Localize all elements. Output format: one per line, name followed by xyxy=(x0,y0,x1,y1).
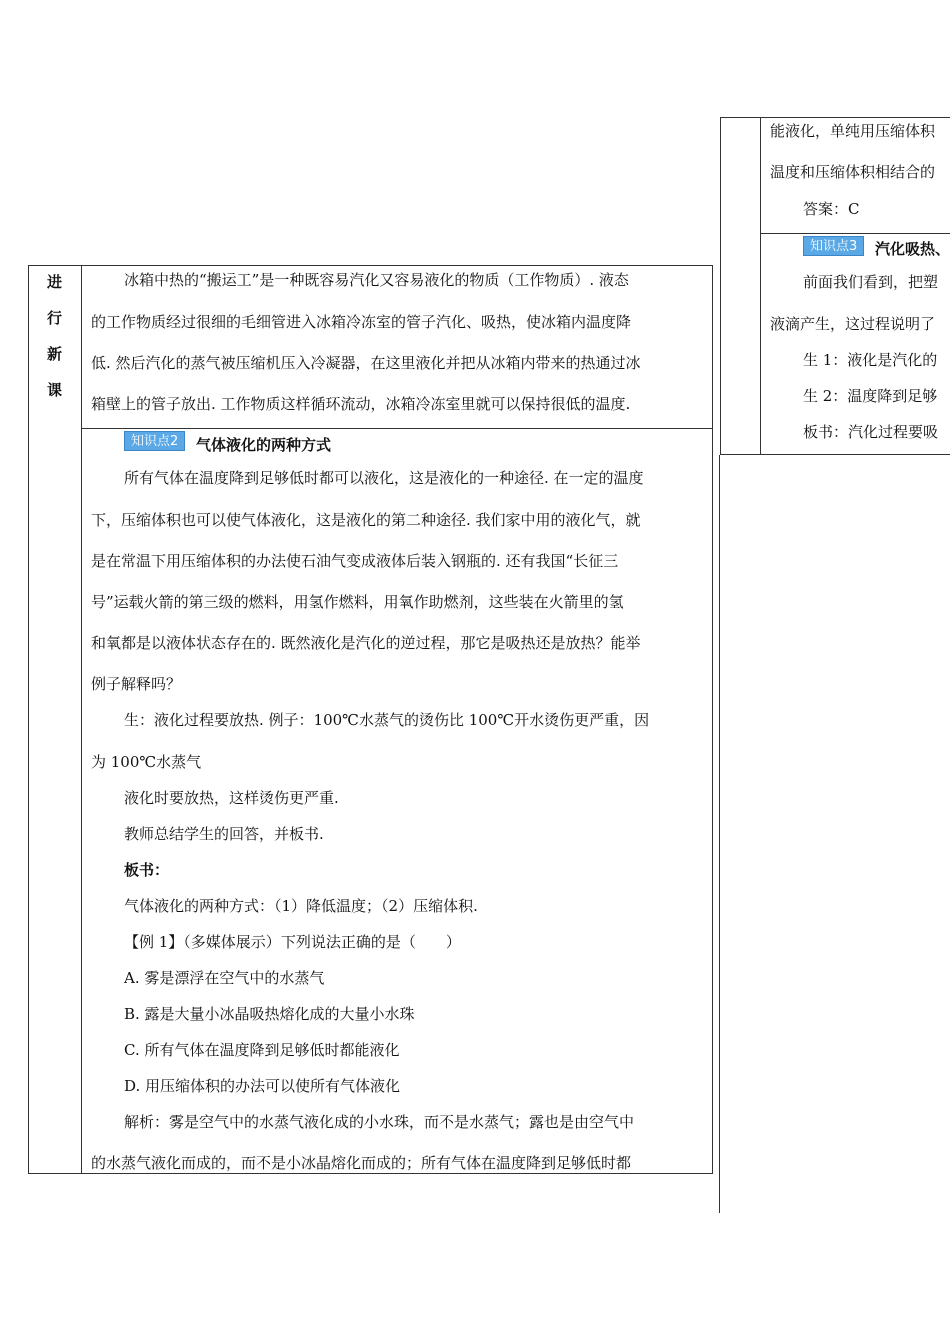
table-column-divider xyxy=(81,265,82,1174)
option-b: B. 露是大量小冰晶吸热熔化成的大量小水珠 xyxy=(124,1005,415,1023)
table-row-divider xyxy=(81,428,713,429)
body-line-5: 和氧都是以液体状态存在的. 既然液化是汽化的逆过程，那它是吸热还是放热？能举 xyxy=(91,634,641,652)
knowledge-point-2-title: 气体液化的两种方式 xyxy=(196,436,332,454)
right-text-line-5: 生 1：液化是汽化的 xyxy=(803,351,938,369)
right-text-line-1: 能液化，单纯用压缩体积 xyxy=(770,122,936,140)
example-question: 【例 1】（多媒体展示）下列说法正确的是（ ） xyxy=(124,933,461,951)
right-table-left-border xyxy=(720,117,721,455)
section-label: 进 行 新 课 xyxy=(46,273,62,399)
right-text-line-6: 生 2：温度降到足够 xyxy=(803,387,938,405)
analysis-line-2: 的水蒸气液化而成的，而不是小冰晶熔化而成的；所有气体在温度降到足够低时都 xyxy=(91,1154,632,1172)
intro-line-1: 冰箱中热的“搬运工”是一种既容易汽化又容易液化的物质（工作物质）. 液态 xyxy=(124,271,629,289)
intro-line-3: 低. 然后汽化的蒸气被压缩机压入冷凝器，在这里液化并把从冰箱内带来的热通过冰 xyxy=(91,354,641,372)
body-line-6: 例子解释吗？ xyxy=(91,675,182,693)
knowledge-point-3-title: 汽化吸热、 xyxy=(875,240,950,258)
table-right-border xyxy=(712,265,713,1174)
right-table-column-divider xyxy=(760,117,761,455)
knowledge-point-3-badge: 知识点3 xyxy=(803,236,864,256)
knowledge-point-2-badge: 知识点2 xyxy=(124,431,185,451)
right-page-fragment xyxy=(720,117,950,457)
body-line-1: 所有气体在温度降到足够低时都可以液化，这是液化的一种途径. 在一定的温度 xyxy=(124,469,644,487)
student-answer-line-3: 液化时要放热，这样烫伤更严重. xyxy=(124,789,339,807)
right-table-top-border xyxy=(720,117,950,118)
option-d: D. 用压缩体积的办法可以使所有气体液化 xyxy=(124,1077,401,1095)
right-page-edge xyxy=(719,455,720,1213)
table-top-border xyxy=(28,265,713,266)
right-answer: 答案：C xyxy=(803,200,860,218)
right-text-line-4: 液滴产生，这过程说明了 xyxy=(770,315,936,333)
teacher-summary: 教师总结学生的回答，并板书. xyxy=(124,825,324,843)
intro-line-4: 箱壁上的管子放出. 工作物质这样循环流动，冰箱冷冻室里就可以保持很低的温度. xyxy=(91,395,631,413)
right-text-line-3: 前面我们看到，把塑 xyxy=(803,273,939,291)
body-line-4: 号”运载火箭的第三级的燃料，用氢作燃料，用氧作助燃剂，这些装在火箭里的氢 xyxy=(91,593,624,611)
table-bottom-border xyxy=(28,1173,713,1174)
body-line-3: 是在常温下用压缩体积的办法使石油气变成液体后装入钢瓶的. 还有我国“长征三 xyxy=(91,552,619,570)
option-c: C. 所有气体在温度降到足够低时都能液化 xyxy=(124,1041,400,1059)
right-text-line-2: 温度和压缩体积相结合的 xyxy=(770,163,936,181)
student-answer-line-2: 为 100℃水蒸气 xyxy=(91,753,202,771)
board-label: 板书： xyxy=(124,861,170,879)
right-table-row-divider xyxy=(760,233,950,234)
student-answer-line-1: 生：液化过程要放热. 例子：100℃水蒸气的烫伤比 100℃开水烫伤更严重，因 xyxy=(124,711,650,729)
right-table-bottom-border xyxy=(720,454,950,455)
right-text-line-7: 板书：汽化过程要吸 xyxy=(803,423,939,441)
intro-line-2: 的工作物质经过很细的毛细管进入冰箱冷冻室的管子汽化、吸热，使冰箱内温度降 xyxy=(91,313,632,331)
board-content: 气体液化的两种方式：（1）降低温度；（2）压缩体积. xyxy=(124,897,478,915)
option-a: A. 雾是漂浮在空气中的水蒸气 xyxy=(124,969,325,987)
analysis-line-1: 解析：雾是空气中的水蒸气液化成的小水珠，而不是水蒸气；露也是由空气中 xyxy=(124,1113,635,1131)
body-line-2: 下，压缩体积也可以使气体液化，这是液化的第二种途径. 我们家中用的液化气，就 xyxy=(91,511,641,529)
